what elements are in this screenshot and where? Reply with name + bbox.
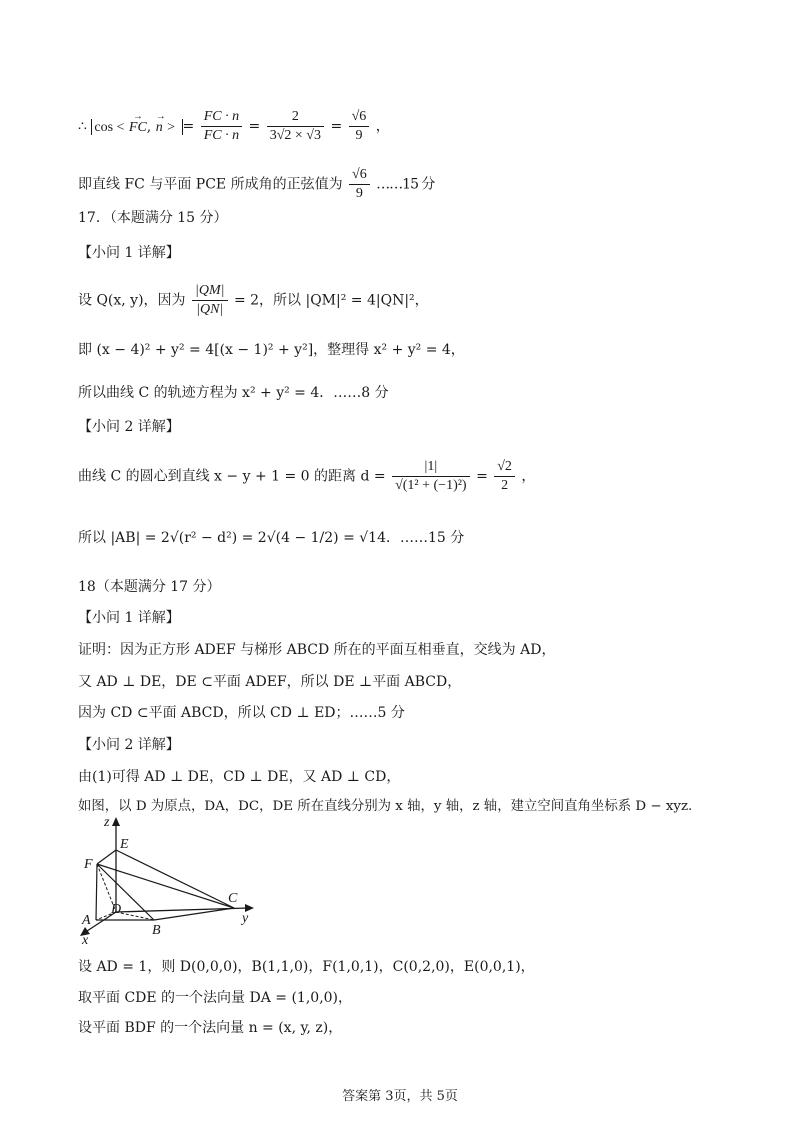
- cos-result-fraction: $\frac{√6}{9}$: [349, 108, 370, 145]
- qm-qn-fraction: $\frac{|QM|}{|QN|}$: [192, 282, 227, 319]
- q18-p2-line2: 如图，以 D 为原点，DA，DC，DE 所在直线分别为 x 轴，y 轴，z 轴，建立空间直角坐标系 D − xyz.: [78, 799, 693, 814]
- cos-fraction-numerator: FC · n: [201, 108, 242, 127]
- q18-p2-line3: 设 AD = 1，则 D(0,0,0)，B(1,1,0)，F(1,0,1)，C(0,2,0)，E(0,0,1)，: [78, 959, 535, 975]
- q17-p2-line2: 所以 |AB| = 2√(r² − d²) = 2√(4 − 1/2) = √14．……15 分: [78, 530, 465, 546]
- q16-cos-formula-line: ∴ cos < → FC, → n > = $\frac{FC \cdot n}{FC \cdot n}$ = $\frac{2}{3√2 \times √3}$ = $\frac{√6}{9}$ ，: [78, 108, 390, 145]
- vector-n: → n: [156, 118, 163, 138]
- edge-fa: [96, 864, 97, 920]
- edge-ef: [97, 850, 116, 864]
- q18-p1-line3: 因为 CD ⊂平面 ABCD，所以 CD ⊥ ED；……5 分: [78, 705, 405, 721]
- q18-p1-line2: 又 AD ⊥ DE，DE ⊂平面 ADEF，所以 DE ⊥平面 ABCD，: [78, 674, 462, 690]
- q18-part1-title: 【小问 1 详解】: [78, 610, 180, 626]
- q18-p2-line5: 设平面 BDF 的一个法向量 n = (x, y, z)，: [78, 1020, 343, 1036]
- q16-sine-conclusion-line: 即直线 FC 与平面 PCE 所成角的正弦值为 $\frac{√6}{9}$ ……15 分: [78, 167, 435, 201]
- q18-p2-line1: 由(1)可得 AD ⊥ DE，CD ⊥ DE，又 AD ⊥ CD，: [78, 769, 401, 785]
- label-z: z: [104, 815, 110, 830]
- label-a: A: [82, 913, 91, 928]
- cos-fraction: [201, 108, 242, 145]
- q18-part2-title: 【小问 2 详解】: [78, 737, 180, 753]
- q17-p1-line3: 所以曲线 C 的轨迹方程为 x² + y² = 4．……8 分: [78, 385, 389, 401]
- sine-fraction: $\frac{√6}{9}$: [349, 166, 370, 203]
- distance-fraction: $\frac{|1|}{\text{√(1² + (−1)²)}}$: [392, 458, 470, 495]
- q17-p1-line2: 即 (x − 4)² + y² = 4[(x − 1)² + y²]，整理得 x² + y² = 4，: [78, 342, 465, 358]
- distance-result-fraction: $\frac{√2}{2}$: [494, 458, 515, 495]
- label-e: E: [120, 837, 129, 852]
- q17-part1-title: 【小问 1 详解】: [78, 245, 180, 261]
- label-y: y: [242, 911, 249, 926]
- edge-db-hidden: [116, 912, 154, 920]
- cos-fraction-denominator: FC · n: [203, 128, 240, 143]
- label-f: F: [84, 857, 93, 872]
- cos-value-fraction: $\frac{2}{3√2 \times √3}$: [267, 108, 324, 145]
- q18-header: 18（本题满分 17 分）: [78, 579, 221, 595]
- q17-part2-title: 【小问 2 详解】: [78, 419, 180, 435]
- therefore-symbol: ∴: [78, 118, 87, 135]
- label-b: B: [152, 923, 161, 938]
- q18-p2-line4: 取平面 CDE 的一个法向量 DA = (1,0,0)，: [78, 990, 353, 1006]
- z-axis-arrow: [112, 817, 120, 826]
- q17-header: 17．（本题满分 15 分）: [78, 210, 228, 226]
- cos-abs-expression: cos < → FC, → n >: [91, 119, 182, 135]
- q17-p2-line1: 曲线 C 的圆心到直线 x − y + 1 = 0 的距离 d = $\frac{|1|}{\text{√(1² + (−1)²)}}$ = $\frac{√2}{2}$ ，: [78, 459, 536, 493]
- coordinate-figure: [76, 812, 266, 948]
- vector-fc: → FC: [129, 118, 147, 138]
- page-footer: 答案第 3页，共 5页: [342, 1089, 458, 1104]
- q17-p1-line1: 设 Q(x, y)，因为 $\frac{|QM|}{|QN|}$ = 2，所以 |QM|² = 4|QN|²，: [78, 283, 429, 317]
- label-d: D: [111, 902, 122, 917]
- label-x: x: [82, 933, 89, 948]
- score-note: ……15 分: [376, 176, 435, 193]
- q18-p1-line1: 证明：因为正方形 ADEF 与梯形 ABCD 所在的平面互相垂直，交线为 AD，: [78, 642, 556, 658]
- label-c: C: [228, 891, 238, 906]
